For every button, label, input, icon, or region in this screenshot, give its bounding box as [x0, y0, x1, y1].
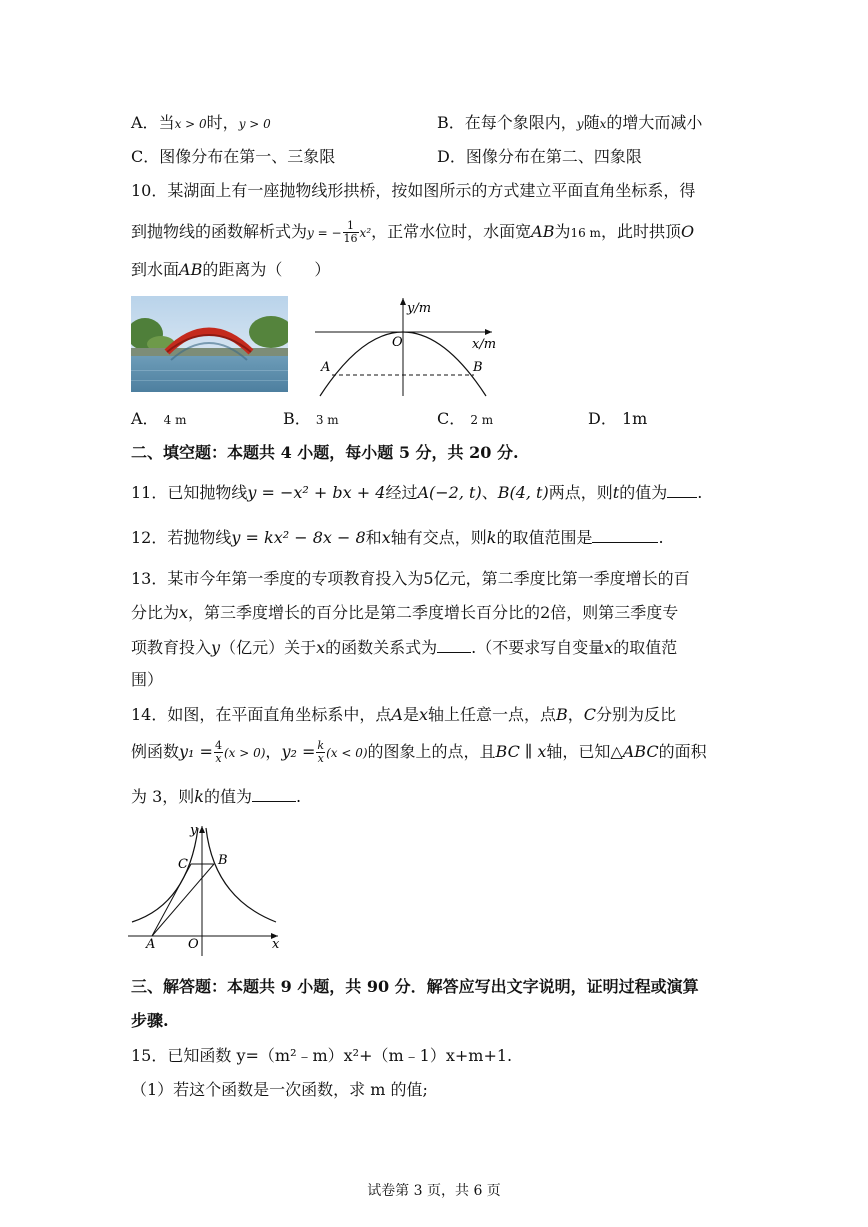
hyperbola-point-c-label: C [178, 857, 188, 872]
q12: 12．若抛物线y = kx² − 8x − 8和x轴有交点，则k的取值范围是 . [131, 528, 664, 547]
parabola-diagram [310, 292, 500, 398]
q10-fraction: $\frac{1}{16}$ [343, 219, 358, 245]
hyperbola-diagram [128, 820, 288, 956]
bridge-photo [131, 296, 288, 392]
q13-line2: 分比为x，第三季度增长的百分比是第二季度增长百分比的2倍，则第三季度专 [131, 603, 679, 622]
q12-answer-blank[interactable] [592, 526, 658, 543]
q11-answer-blank[interactable] [667, 481, 697, 498]
q10-option-c: C． 2 m [437, 409, 494, 428]
q13-line4: 围） [131, 670, 164, 689]
q14-answer-blank[interactable] [252, 785, 296, 802]
q10-option-a: A． 4 m [131, 409, 187, 428]
q14-hyperbola-figure [128, 820, 288, 956]
q9-option-d: D．图像分布在第二、四象限 [437, 147, 642, 166]
q10-option-b: B． 3 m [283, 409, 339, 428]
q13-line1: 13．某市今年第一季度的专项教育投入为5亿元，第二季度比第一季度增长的百 [131, 569, 690, 588]
q9-option-b: B．在每个象限内，y随x的增大而减小 [437, 113, 703, 132]
section-3-heading-line1: 三、解答题：本题共 9 小题，共 90 分．解答应写出文字说明，证明过程或演算 [131, 977, 699, 996]
q13-answer-blank[interactable] [437, 636, 471, 653]
hyperbola-y-label: y [190, 823, 198, 838]
q9-option-c: C．图像分布在第一、三象限 [131, 147, 336, 166]
q10-line1: 10．某湖面上有一座抛物线形拱桥，按如图所示的方式建立平面直角坐标系，得 [131, 181, 696, 200]
section-2-heading: 二、填空题：本题共 4 小题，每小题 5 分，共 20 分. [131, 443, 519, 462]
q10-line3: 到水面AB的距离为（ ） [131, 260, 331, 279]
q9-option-a: A．当x > 0时，y > 0 [131, 113, 271, 132]
section-3-heading-line2: 步骤. [131, 1011, 169, 1030]
parabola-origin-label: O [392, 335, 403, 350]
hyperbola-origin-label: O [188, 937, 199, 952]
parabola-point-b-label: B [473, 360, 483, 375]
q15-line2: （1）若这个函数是一次函数，求 m 的值; [131, 1080, 428, 1099]
hyperbola-x-label: x [272, 937, 280, 952]
parabola-point-a-label: A [321, 360, 331, 375]
q13-line3: 项教育投入y（亿元）关于x的函数关系式为 .（不要求写自变量x的取值范 [131, 638, 678, 657]
q10-line2: 到抛物线的函数解析式为y = − $\frac{1}{16}$ x²，正常水位时，水面宽AB为16 m，此时拱顶O [131, 219, 695, 245]
q14-line1: 14．如图，在平面直角坐标系中，点A是x轴上任意一点，点B，C分别为反比 [131, 705, 677, 724]
q11: 11．已知抛物线y = −x² + bx + 4经过A(−2, t)、B(4, t)两点，则t的值为 . [131, 483, 703, 502]
q10-parabola-figure [310, 292, 500, 398]
page-footer: 试卷第 3 页，共 6 页 [367, 1183, 501, 1199]
hyperbola-point-b-label: B [218, 853, 228, 868]
q14-line2: 例函数y₁ = $\frac{4}{x}$ (x > 0)，y₂ = $\frac{k}{x}$ (x < 0)的图象上的点，且BC ∥ x轴，已知△ABC的面积 [131, 739, 707, 765]
q14-fraction-1: $\frac{4}{x}$ [214, 739, 222, 765]
q15-line1: 15．已知函数 y=（m²﹣m）x²+（m﹣1）x+m+1. [131, 1046, 513, 1065]
q14-line3: 为 3，则k的值为 . [131, 787, 302, 806]
bridge-photo-image [131, 296, 288, 392]
parabola-x-label: x/m [472, 337, 497, 352]
q14-fraction-2: $\frac{k}{x}$ [317, 739, 325, 765]
hyperbola-point-a-label: A [146, 937, 156, 952]
parabola-y-label: y/m [407, 301, 432, 316]
q10-option-d: D． 1m [588, 409, 648, 428]
